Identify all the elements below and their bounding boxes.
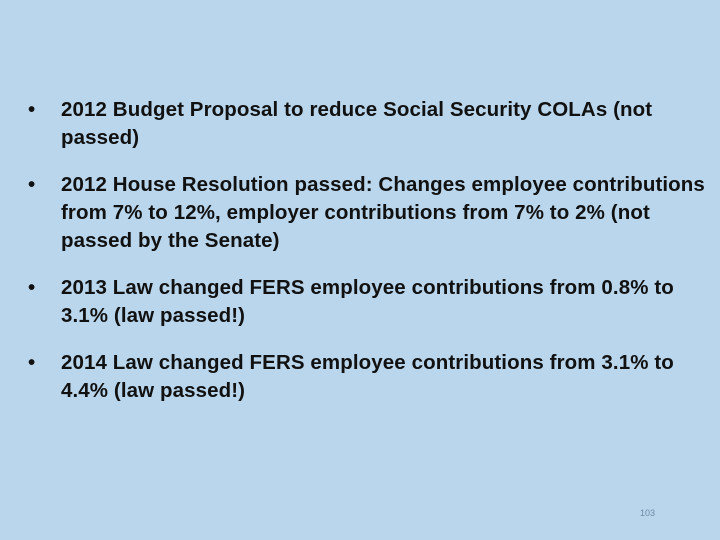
bullet-icon: • [28,98,36,121]
bullet-list [28,96,708,405]
bullet-text: 2013 Law changed FERS employee contributions from 0.8% to 3.1% (law passed!) [61,276,674,327]
page-number: 103 [640,508,656,518]
bullet-icon: • [28,276,36,299]
bullet-icon: • [28,173,36,196]
bullet-text: 2012 Budget Proposal to reduce Social Security COLAs (not passed) [61,98,653,149]
bullet-text: 2012 House Resolution passed: Changes employee contributions from 7% to 12%, employer contributions from 7% to 2% (not passed by the Senate) [61,173,705,252]
bullet-item-2013-law [28,274,708,330]
bullet-icon: • [28,351,36,374]
bullet-text: 2014 Law changed FERS employee contributions from 3.1% to 4.4% (law passed!) [61,351,674,402]
bullet-item-2012-house [28,171,708,255]
bullet-item-2012-budget [28,96,708,152]
bullet-item-2014-law [28,349,708,405]
